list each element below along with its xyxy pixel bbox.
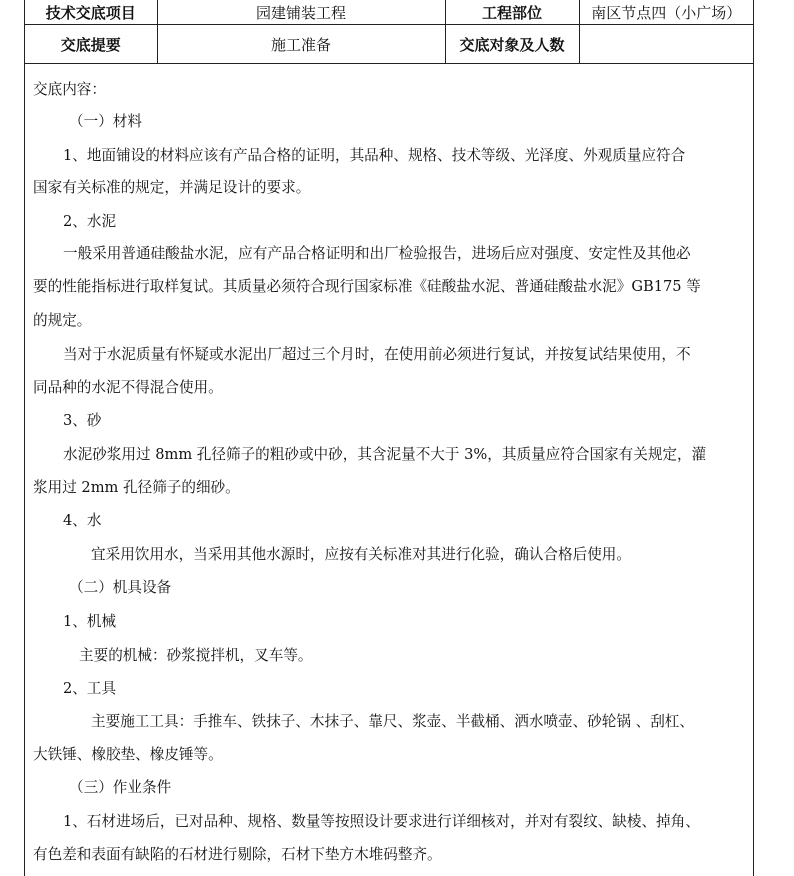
header-row-1 [25, 0, 753, 25]
header-row-2 [25, 25, 753, 64]
header-table [25, 0, 753, 64]
paragraph-line: 宜采用饮用水，当采用其他水源时，应按有关标准对其进行化验，确认合格后使用。 [91, 546, 631, 563]
item-title: 2、工具 [63, 680, 117, 697]
paragraph-line: 主要施工工具：手推车、铁抹子、木抹子、靠尺、浆壶、半截桶、洒水喷壶、砂轮锅 、刮杠、 [91, 713, 694, 730]
paragraph-line: 一般采用普通硅酸盐水泥，应有产品合格证明和出厂检验报告，进场后应对强度、安定性及其他必 [63, 245, 691, 262]
location-value: 南区节点四（小广场） [579, 0, 753, 25]
content-intro: 交底内容： [33, 81, 106, 98]
summary-label: 交底提要 [25, 25, 157, 64]
paragraph-line: 当对于水泥质量有怀疑或水泥出厂超过三个月时，在使用前必须进行复试，并按复试结果使用，不 [63, 346, 691, 363]
section-equipment-title: （二）机具设备 [69, 579, 172, 596]
section-conditions-title: （三）作业条件 [69, 779, 172, 796]
item-title: 3、砂 [63, 412, 102, 429]
paragraph-line: 主要的机械：砂浆搅拌机，叉车等。 [79, 647, 313, 664]
paragraph-line: 的规定。 [33, 312, 92, 329]
audience-value [579, 25, 753, 64]
item-title: 1、机械 [63, 613, 117, 630]
project-label: 技术交底项目 [25, 0, 157, 25]
paragraph-line: 1、地面铺设的材料应该有产品合格的证明，其品种、规格、技术等级、光泽度、外观质量应符合 [63, 147, 686, 164]
paragraph-line: 要的性能指标进行取样复试。其质量必须符合现行国家标准《硅酸盐水泥、普通硅酸盐水泥》GB175 等 [33, 278, 701, 295]
section-materials-title: （一）材料 [69, 113, 142, 130]
project-value: 园建铺装工程 [157, 0, 445, 25]
audience-label: 交底对象及人数 [445, 25, 579, 64]
paragraph-line: 1、石材进场后，已对品种、规格、数量等按照设计要求进行详细核对，并对有裂纹、缺棱、掉角、 [63, 813, 700, 830]
paragraph-line: 同品种的水泥不得混合使用。 [33, 379, 223, 396]
paragraph-line: 大铁锤、橡胶垫、橡皮锤等。 [33, 746, 223, 763]
paragraph-line: 有色差和表面有缺陷的石材进行剔除，石材下垫方木堆码整齐。 [33, 846, 442, 863]
handover-sheet [24, 0, 754, 876]
paragraph-line: 国家有关标准的规定，并满足设计的要求。 [33, 179, 311, 196]
item-title: 2、水泥 [63, 213, 117, 230]
paragraph-line: 水泥砂浆用过 8mm 孔径筛子的粗砂或中砂，其含泥量不大于 3%，其质量应符合国家有关规定，灌 [63, 446, 707, 463]
location-label: 工程部位 [445, 0, 579, 25]
summary-value: 施工准备 [157, 25, 445, 64]
item-title: 4、水 [63, 512, 102, 529]
paragraph-line: 浆用过 2mm 孔径筛子的细砂。 [33, 479, 240, 496]
